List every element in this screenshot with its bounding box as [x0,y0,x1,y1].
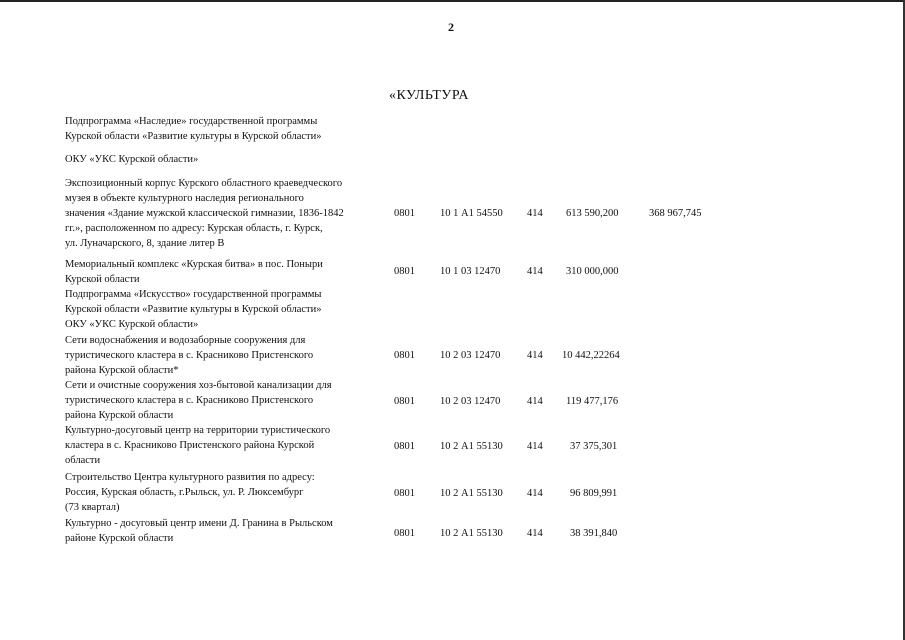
row-name: Сети и очистные сооружения хоз-бытовой канализации для туристического кластера в с. Красниково Пристенского района Курской области [65,380,332,421]
row-target: 10 2 А1 55130 [440,528,503,539]
row-section: 0801 [394,528,415,539]
row-section: 0801 [394,441,415,452]
row-name: Культурно - досуговый центр имени Д. Гранина в Рыльском районе Курской области [65,518,333,544]
subprogram-heritage: Подпрограмма «Наследие» государственной программы Курской области «Развитие культуры в Курской области» [65,116,322,142]
row-section: 0801 [394,350,415,361]
row-target: 10 1 А1 54550 [440,208,503,219]
row-target: 10 2 А1 55130 [440,488,503,499]
row-amount1: 613 590,200 [566,208,619,219]
row-type: 414 [527,528,543,539]
row-amount1: 37 375,301 [570,441,618,452]
section-heading: «КУЛЬТУРА [389,88,469,103]
page-number: 2 [448,20,454,34]
row-type: 414 [527,488,543,499]
oku-label: ОКУ «УКС Курской области» [65,319,199,330]
row-target: 10 2 03 12470 [440,350,501,361]
row-name: Сети водоснабжения и водозаборные сооружения для туристического кластера в с. Красниково Пристенского района Курской области* [65,335,314,376]
row-target: 10 2 А1 55130 [440,441,503,452]
row-target: 10 2 03 12470 [440,396,501,407]
row-section: 0801 [394,208,415,219]
row-amount1: 119 477,176 [566,396,619,407]
row-section: 0801 [394,488,415,499]
row-section: 0801 [394,266,415,277]
row-type: 414 [527,441,543,452]
row-name: Мемориальный комплекс «Курская битва» в пос. Поныри Курской области [65,259,323,285]
row-name: Строительство Центра культурного развития по адресу: Россия, Курская область, г.Рыльск, ул. Р. Люксембург (73 квартал) [65,472,315,513]
row-type: 414 [527,396,543,407]
row-target: 10 1 03 12470 [440,266,501,277]
row-amount1: 38 391,840 [570,528,618,539]
page-top-edge [0,0,905,2]
row-type: 414 [527,350,543,361]
row-amount2: 368 967,745 [649,208,702,219]
row-amount1: 310 000,000 [566,266,619,277]
oku-label: ОКУ «УКС Курской области» [65,154,199,165]
row-section: 0801 [394,396,415,407]
row-name: Экспозиционный корпус Курского областного краеведческого музея в объекте культурного наследия регионального значения «Здание мужской классической гимназии, 1836-1842 гг.», расположенном по адресу: Курская область, г. Курск, ул. Луначарского, 8, здание литер В [65,178,344,249]
row-amount1: 10 442,22264 [562,350,620,361]
row-type: 414 [527,266,543,277]
row-name: Культурно-досуговый центр на территории туристического кластера в с. Красниково Пристенского района Курской области [65,425,331,466]
row-amount1: 96 809,991 [570,488,618,499]
subprogram-art: Подпрограмма «Искусство» государственной программы Курской области «Развитие культуры в Курской области» [65,289,322,315]
row-type: 414 [527,208,543,219]
